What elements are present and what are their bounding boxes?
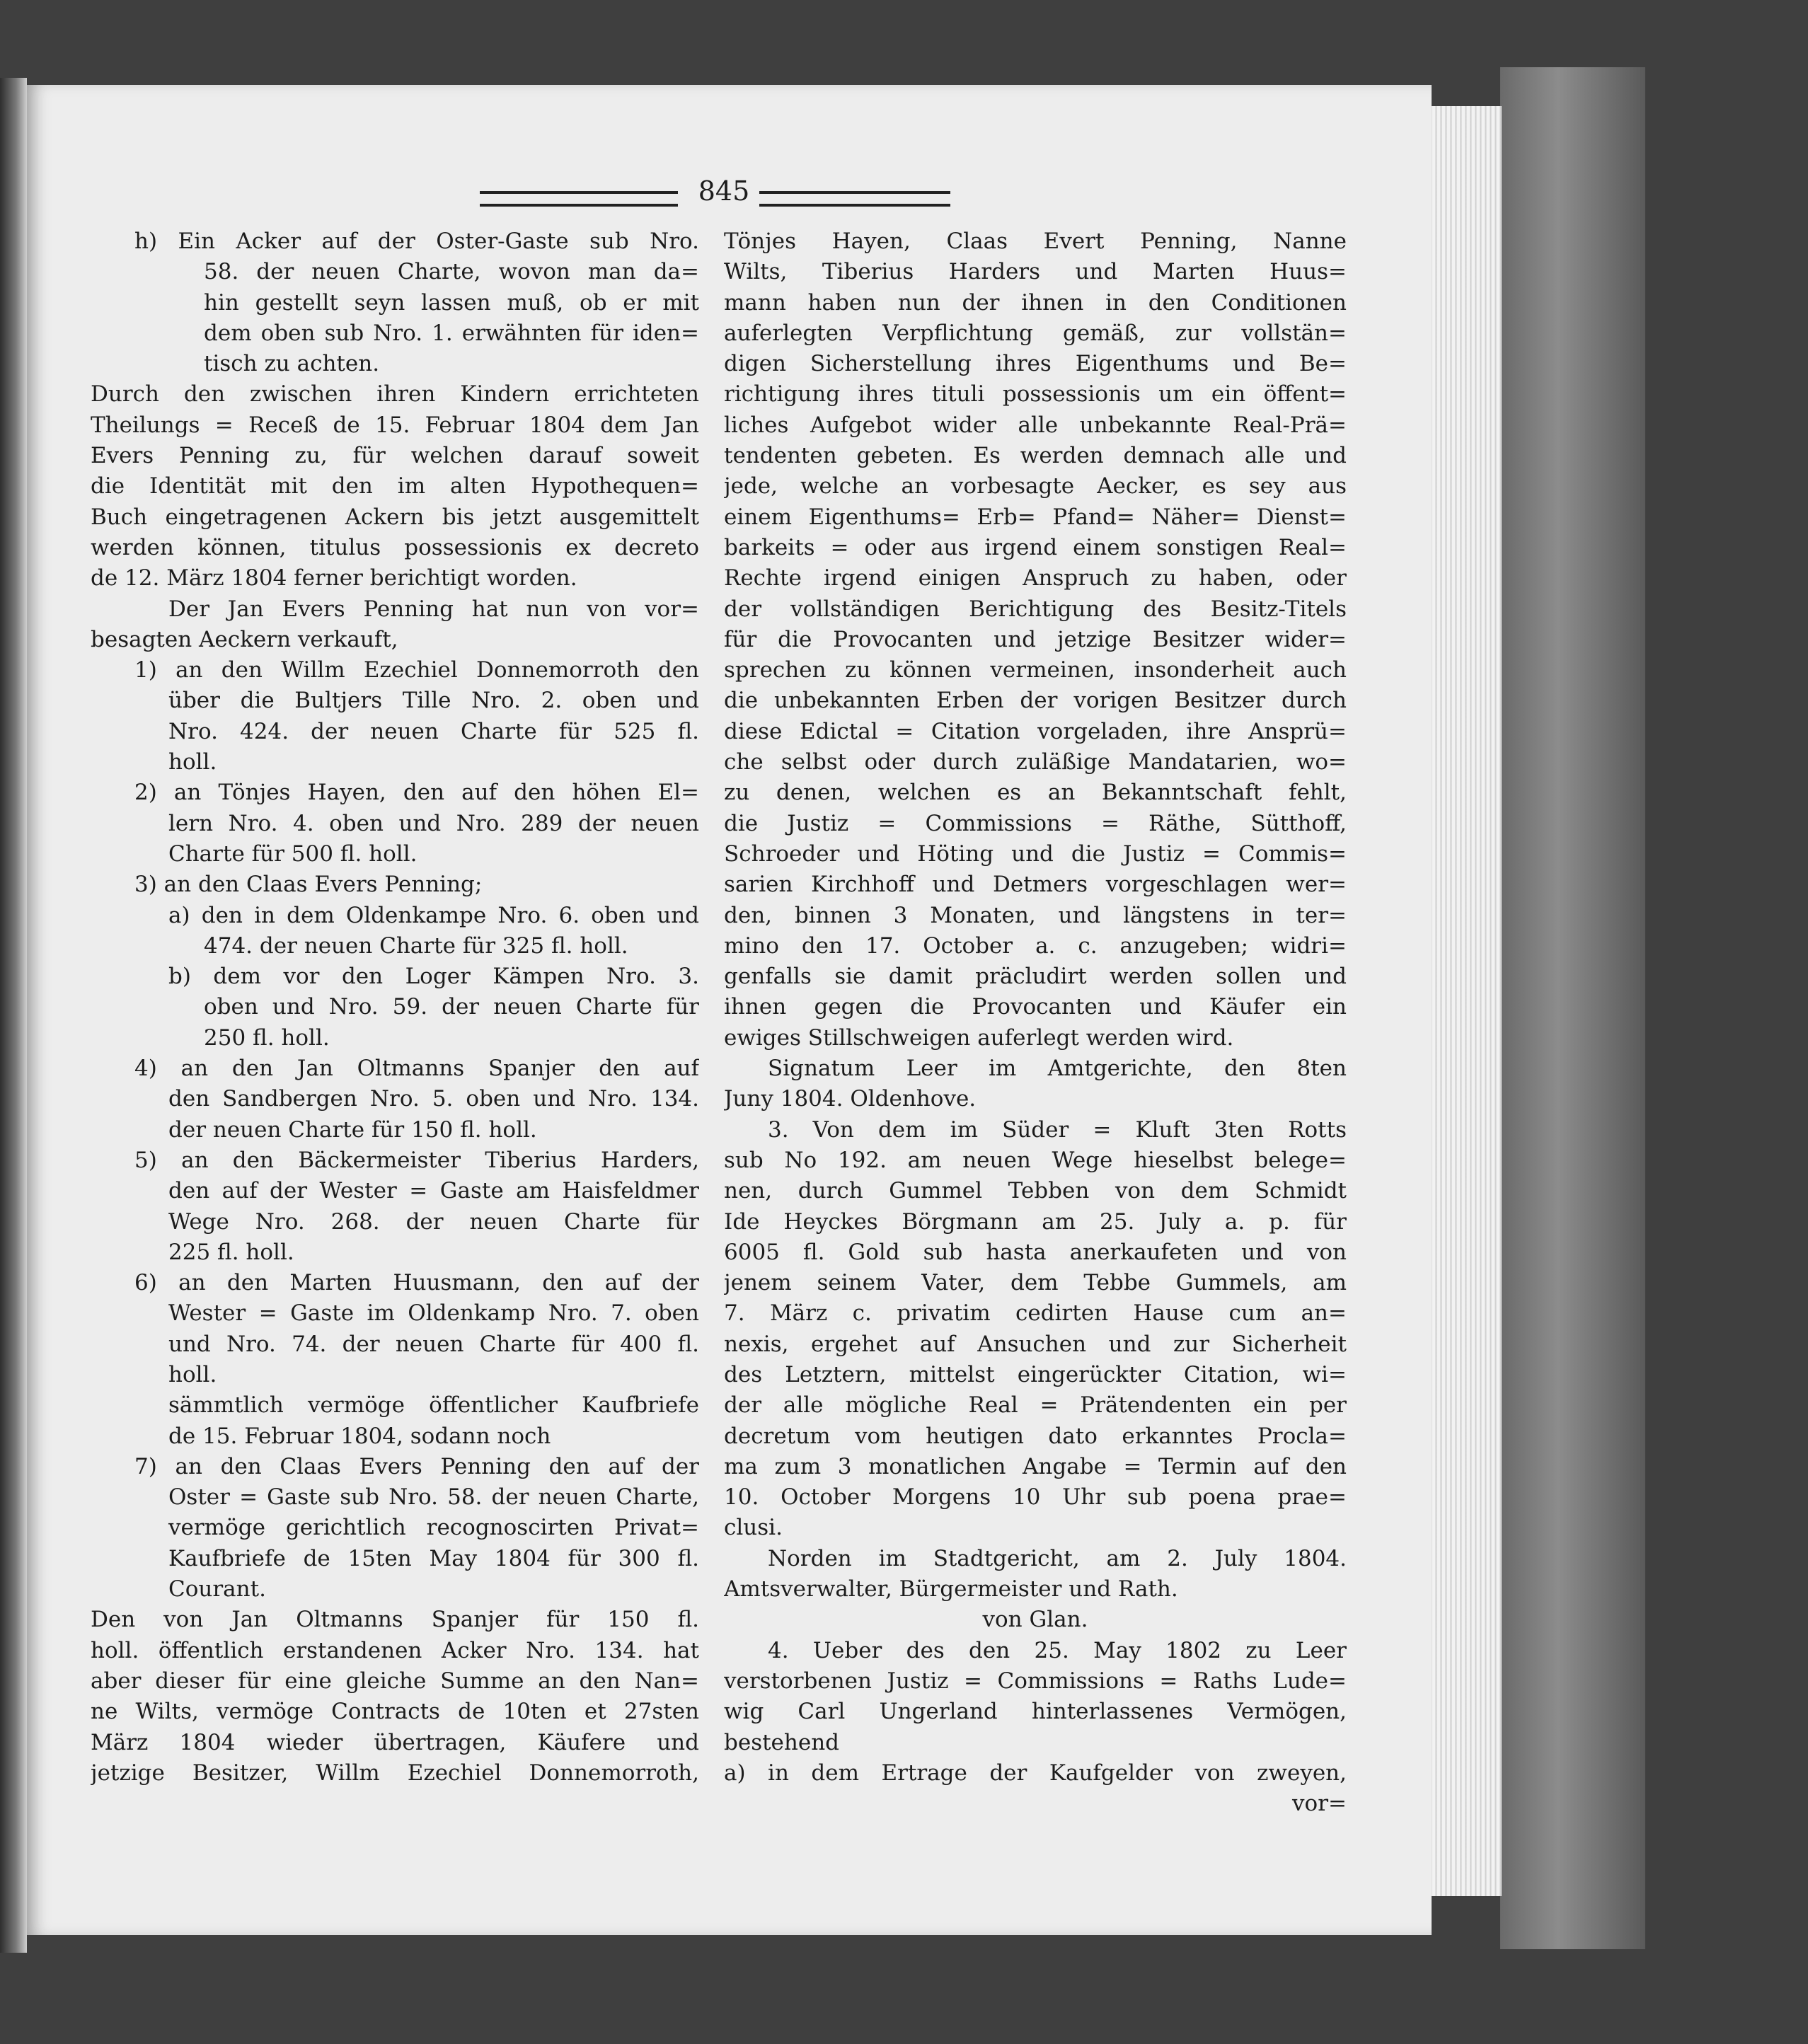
text-line: Charte für 500 fl. holl. bbox=[168, 841, 418, 867]
text-line: vor= bbox=[1292, 1791, 1347, 1817]
text-line: den Sandbergen Nro. 5. oben und Nro. 134. bbox=[168, 1086, 699, 1112]
text-line: Tönjes Hayen, Claas Evert Penning, Nanne bbox=[724, 229, 1347, 254]
text-line: sarien Kirchhoff und Detmers vorgeschlagen wer= bbox=[724, 872, 1347, 898]
text-line: Theilungs = Receß de 15. Februar 1804 dem Jan bbox=[91, 412, 699, 438]
text-line: 6005 fl. Gold sub hasta anerkaufeten und von bbox=[724, 1239, 1347, 1265]
text-line: de 15. Februar 1804, sodann noch bbox=[168, 1423, 551, 1449]
text-line: Nro. 424. der neuen Charte für 525 fl. bbox=[168, 718, 699, 744]
header-rule-right bbox=[759, 191, 950, 207]
text-line: 2) an Tönjes Hayen, den auf den höhen El= bbox=[134, 780, 699, 806]
text-line: a) den in dem Oldenkampe Nro. 6. oben und bbox=[168, 902, 699, 928]
text-line: des Letztern, mittelst eingerückter Citation, wi= bbox=[724, 1361, 1347, 1387]
text-line: holl. bbox=[168, 749, 217, 775]
text-line: 4) an den Jan Oltmanns Spanjer den auf bbox=[134, 1056, 699, 1082]
text-line: 7. März c. privatim cedirten Hause cum an= bbox=[724, 1300, 1347, 1327]
text-line: 3) an den Claas Evers Penning; bbox=[134, 872, 483, 898]
text-line: sub No 192. am neuen Wege hieselbst belege= bbox=[724, 1147, 1347, 1173]
text-line: dem oben sub Nro. 1. erwähnten für iden= bbox=[204, 320, 699, 346]
text-line: den, binnen 3 Monaten, und längstens in ter= bbox=[724, 902, 1347, 928]
text-line: einem Eigenthums= Erb= Pfand= Näher= Dienst= bbox=[724, 504, 1347, 530]
text-line: tisch zu achten. bbox=[204, 351, 380, 377]
adjacent-page-edge bbox=[0, 78, 27, 1953]
text-line: nexis, ergehet auf Ansuchen und zur Sicherheit bbox=[724, 1331, 1347, 1357]
text-line: decretum vom heutigen dato erkanntes Procla= bbox=[724, 1423, 1347, 1449]
text-line: Evers Penning zu, für welchen darauf soweit bbox=[91, 443, 699, 469]
text-line: Courant. bbox=[168, 1576, 266, 1603]
text-line: der alle mögliche Real = Prätendenten ein per bbox=[724, 1392, 1347, 1419]
text-line: den auf der Wester = Gaste am Haisfeldmer bbox=[168, 1178, 699, 1204]
text-line: vermöge gerichtlich recognoscirten Privat= bbox=[168, 1515, 699, 1541]
text-line: auferlegten Verpflichtung gemäß, zur vollstän= bbox=[724, 320, 1347, 346]
text-line: clusi. bbox=[724, 1515, 783, 1541]
text-line: Oster = Gaste sub Nro. 58. der neuen Charte, bbox=[168, 1484, 699, 1511]
page-header bbox=[27, 175, 1432, 218]
text-line: 58. der neuen Charte, wovon man da= bbox=[204, 259, 699, 285]
text-line: die Identität mit den im alten Hypothequen= bbox=[91, 473, 699, 500]
text-line: a) in dem Ertrage der Kaufgelder von zweyen, bbox=[724, 1760, 1347, 1786]
text-line: mann haben nun der ihnen in den Conditionen bbox=[724, 289, 1347, 316]
text-line: jetzige Besitzer, Willm Ezechiel Donnemorroth, bbox=[91, 1760, 699, 1786]
text-line: Wester = Gaste im Oldenkamp Nro. 7. oben bbox=[168, 1300, 699, 1327]
text-line: Kaufbriefe de 15ten May 1804 für 300 fl. bbox=[168, 1545, 699, 1571]
text-line: wig Carl Ungerland hinterlassenes Vermögen, bbox=[724, 1699, 1347, 1725]
text-line: zu denen, welchen es an Bekanntschaft fehlt, bbox=[724, 780, 1347, 806]
text-line: Amtsverwalter, Bürgermeister und Rath. bbox=[724, 1576, 1178, 1603]
text-line: Wilts, Tiberius Harders und Marten Huus= bbox=[724, 259, 1347, 285]
text-line: ewiges Stillschweigen auferlegt werden wird. bbox=[724, 1024, 1234, 1051]
text-line: Rechte irgend einigen Anspruch zu haben, oder bbox=[724, 565, 1347, 591]
text-line: 225 fl. holl. bbox=[168, 1239, 294, 1265]
text-line: ihnen gegen die Provocanten und Käufer ein bbox=[724, 994, 1347, 1020]
text-line: Juny 1804. Oldenhove. bbox=[724, 1086, 977, 1112]
text-line: 6) an den Marten Huusmann, den auf der bbox=[134, 1270, 699, 1296]
text-line: die Justiz = Commissions = Räthe, Sütthoff, bbox=[724, 810, 1347, 836]
text-line: diese Edictal = Citation vorgeladen, ihre Ansprü= bbox=[724, 718, 1347, 744]
text-line: bestehend bbox=[724, 1729, 840, 1755]
text-line: sämmtlich vermöge öffentlicher Kaufbriefe bbox=[168, 1392, 699, 1419]
text-line: März 1804 wieder übertragen, Käufere und bbox=[91, 1729, 699, 1755]
text-line: Norden im Stadtgericht, am 2. July 1804. bbox=[768, 1545, 1347, 1571]
text-line: Durch den zwischen ihren Kindern errichteten bbox=[91, 381, 699, 408]
text-line: sprechen zu können vermeinen, insonderheit auch bbox=[724, 657, 1347, 683]
right-text-column bbox=[724, 226, 1347, 1819]
text-line: aber dieser für eine gleiche Summe an den Nan= bbox=[91, 1668, 699, 1694]
text-line: werden können, titulus possessionis ex decreto bbox=[91, 534, 699, 560]
text-line: b) dem vor den Loger Kämpen Nro. 3. bbox=[168, 964, 699, 990]
book-cover-edge bbox=[1500, 67, 1645, 1949]
text-line: 3. Von dem im Süder = Kluft 3ten Rotts bbox=[768, 1116, 1347, 1143]
page-number: 845 bbox=[698, 175, 750, 207]
text-line: 10. October Morgens 10 Uhr sub poena prae= bbox=[724, 1484, 1347, 1511]
text-line: h) Ein Acker auf der Oster-Gaste sub Nro. bbox=[134, 229, 699, 254]
text-line: jenem seinem Vater, dem Tebbe Gummels, am bbox=[724, 1270, 1347, 1296]
text-line: ne Wilts, vermöge Contracts de 10ten et 27sten bbox=[91, 1699, 699, 1725]
text-line: Ide Heyckes Börgmann am 25. July a. p. für bbox=[724, 1208, 1347, 1235]
text-line: holl. öffentlich erstandenen Acker Nro. 134. hat bbox=[91, 1637, 699, 1663]
text-line: von Glan. bbox=[982, 1607, 1088, 1633]
text-line: der vollständigen Berichtigung des Besitz-Titels bbox=[724, 596, 1347, 622]
text-line: 7) an den Claas Evers Penning den auf der bbox=[134, 1453, 699, 1479]
text-line: für die Provocanten und jetzige Besitzer wider= bbox=[724, 626, 1347, 652]
text-line: 250 fl. holl. bbox=[204, 1024, 330, 1051]
text-line: de 12. März 1804 ferner berichtigt worden. bbox=[91, 565, 577, 591]
text-line: lern Nro. 4. oben und Nro. 289 der neuen bbox=[168, 810, 699, 836]
text-line: 1) an den Willm Ezechiel Donnemorroth den bbox=[134, 657, 699, 683]
text-line: verstorbenen Justiz = Commissions = Raths Lude= bbox=[724, 1668, 1347, 1694]
text-line: Schroeder und Höting und die Justiz = Commis= bbox=[724, 841, 1347, 867]
book-fore-edge bbox=[1426, 106, 1502, 1896]
text-line: che selbst oder durch zuläßige Mandatarien, wo= bbox=[724, 749, 1347, 775]
text-line: nen, durch Gummel Tebben von dem Schmidt bbox=[724, 1178, 1347, 1204]
text-line: 5) an den Bäckermeister Tiberius Harders, bbox=[134, 1147, 699, 1173]
text-line: Der Jan Evers Penning hat nun von vor= bbox=[168, 596, 699, 622]
text-line: digen Sicherstellung ihres Eigenthums und Be= bbox=[724, 351, 1347, 377]
text-line: oben und Nro. 59. der neuen Charte für bbox=[204, 994, 699, 1020]
text-line: barkeits = oder aus irgend einem sonstigen Real= bbox=[724, 534, 1347, 560]
text-line: liches Aufgebot wider alle unbekannte Real-Prä= bbox=[724, 412, 1347, 438]
text-line: ma zum 3 monatlichen Angabe = Termin auf den bbox=[724, 1453, 1347, 1479]
text-line: über die Bultjers Tille Nro. 2. oben und bbox=[168, 688, 699, 714]
text-line: holl. bbox=[168, 1361, 217, 1387]
text-line: der neuen Charte für 150 fl. holl. bbox=[168, 1116, 537, 1143]
left-text-column bbox=[91, 226, 699, 1789]
text-line: und Nro. 74. der neuen Charte für 400 fl. bbox=[168, 1331, 699, 1357]
text-line: jede, welche an vorbesagte Aecker, es sey aus bbox=[724, 473, 1347, 500]
book-page bbox=[27, 85, 1432, 1935]
text-line: hin gestellt seyn lassen muß, ob er mit bbox=[204, 289, 699, 316]
text-line: die unbekannten Erben der vorigen Besitzer durch bbox=[724, 688, 1347, 714]
text-line: Wege Nro. 268. der neuen Charte für bbox=[168, 1208, 699, 1235]
text-line: mino den 17. October a. c. anzugeben; widri= bbox=[724, 932, 1347, 959]
text-line: tendenten gebeten. Es werden demnach alle und bbox=[724, 443, 1347, 469]
text-line: genfalls sie damit präcludirt werden sollen und bbox=[724, 964, 1347, 990]
header-rule-left bbox=[480, 191, 678, 207]
text-line: Signatum Leer im Amtgerichte, den 8ten bbox=[768, 1056, 1347, 1082]
text-line: besagten Aeckern verkauft, bbox=[91, 626, 398, 652]
text-line: Buch eingetragenen Ackern bis jetzt ausgemittelt bbox=[91, 504, 699, 530]
text-line: 4. Ueber des den 25. May 1802 zu Leer bbox=[768, 1637, 1347, 1663]
text-line: 474. der neuen Charte für 325 fl. holl. bbox=[204, 932, 628, 959]
text-line: Den von Jan Oltmanns Spanjer für 150 fl. bbox=[91, 1607, 699, 1633]
text-line: richtigung ihres tituli possessionis um ein öffent= bbox=[724, 381, 1347, 408]
